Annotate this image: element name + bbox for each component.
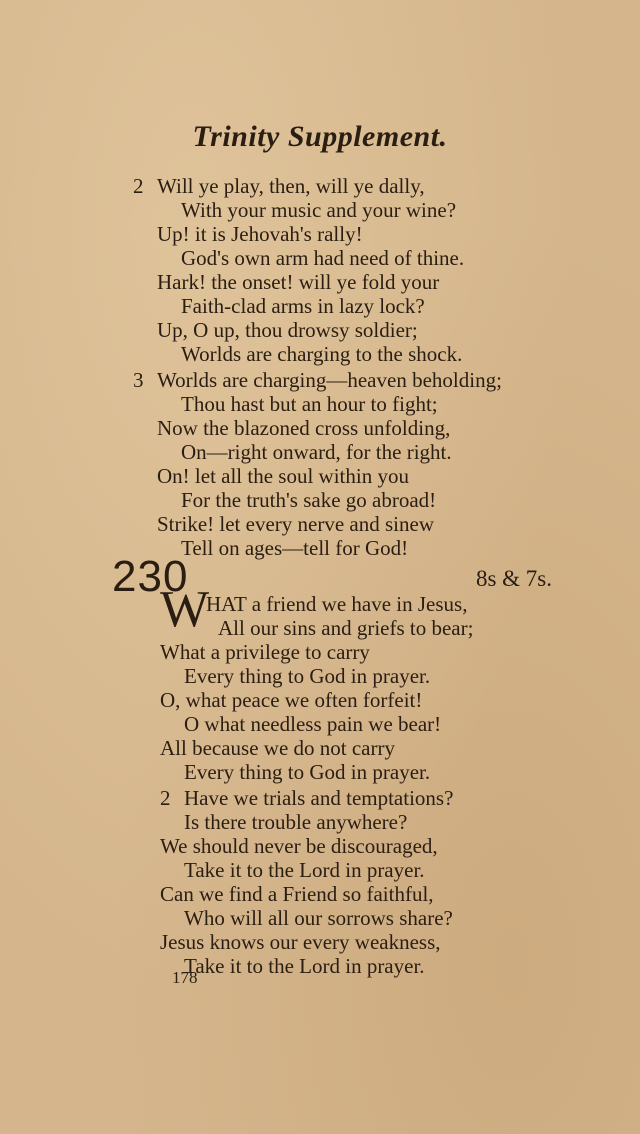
hymn-number: 230 [112,552,189,601]
verse-line: Faith-clad arms in lazy lock? [181,294,425,318]
verse-line: Have we trials and temptations? [184,786,454,810]
verse-line: Hark! the onset! will ye fold your [157,270,440,294]
verse-line: With your music and your wine? [181,198,457,222]
verse-line: Now the blazoned cross unfolding, [157,416,451,440]
stanza-number: 3 [133,368,144,392]
verse-line: Worlds are charging—heaven beholding; [157,368,502,392]
verse-line: All because we do not carry [160,736,395,760]
verse-line: On—right onward, for the right. [181,440,452,464]
verse-line: Take it to the Lord in prayer. [184,954,425,978]
verse-line: Strike! let every nerve and sinew [157,512,434,536]
verse-line: All our sins and griefs to bear; [218,616,474,640]
verse-line: For the truth's sake go abroad! [181,488,437,512]
verse-line: Every thing to God in prayer. [184,760,431,784]
verse-line: Take it to the Lord in prayer. [184,858,425,882]
verse-line: Thou hast but an hour to fight; [181,392,438,416]
verse-line: On! let all the soul within you [157,464,409,488]
verse-line: O what needless pain we bear! [184,712,442,736]
verse-line: Jesus knows our every weakness, [160,930,441,954]
verse-line: Worlds are charging to the shock. [181,342,463,366]
hymn-meter: 8s & 7s. [475,566,552,591]
verse-line: O, what peace we often forfeit! [160,688,423,712]
stanza-number: 2 [160,786,171,810]
verse-line: Every thing to God in prayer. [184,664,431,688]
page-header: Trinity Supplement. [192,120,448,153]
verse-line: Up! it is Jehovah's rally! [157,222,363,246]
verse-line: HAT a friend we have in Jesus, [206,592,468,616]
page-number: 178 [172,968,198,987]
verse-line: Will ye play, then, will ye dally, [157,174,425,198]
verse-line: Can we find a Friend so faithful, [160,882,434,906]
verse-line: Tell on ages—tell for God! [181,536,409,560]
verse-line: Up, O up, thou drowsy soldier; [157,318,418,342]
verse-line: Who will all our sorrows share? [184,906,453,930]
verse-line: We should never be discouraged, [160,834,438,858]
verse-line: What a privilege to carry [160,640,370,664]
verse-line: Is there trouble anywhere? [184,810,408,834]
drop-cap: W [160,581,210,638]
stanza-number: 2 [133,174,144,198]
verse-line: God's own arm had need of thine. [181,246,465,270]
